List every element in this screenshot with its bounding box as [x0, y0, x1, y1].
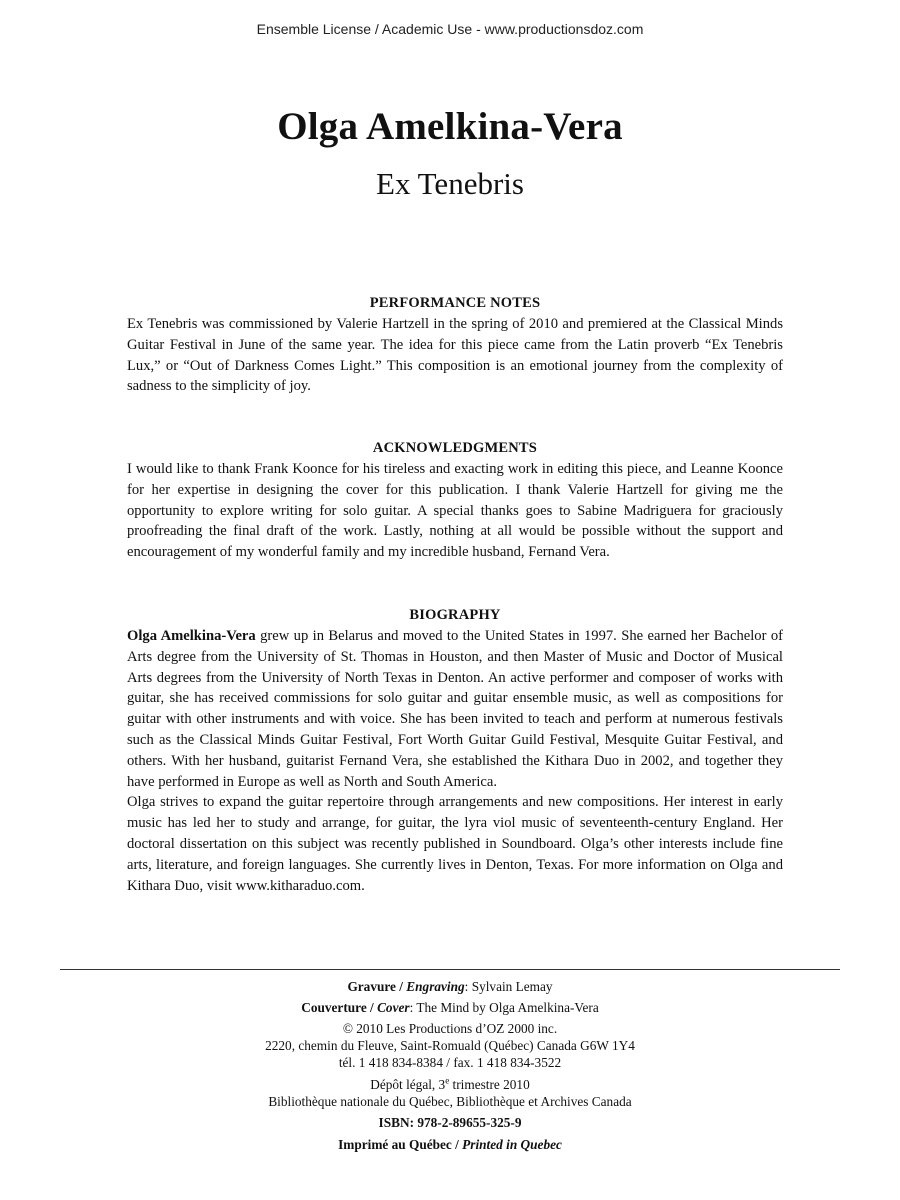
engraving-value: : Sylvain Lemay	[464, 979, 553, 994]
composer-name: Olga Amelkina-Vera	[277, 105, 623, 148]
biography-text-1: grew up in Belarus and moved to the United States in 1997. She earned her Bachelor of Arts degree from the University of St. Thomas in Houston, and then Master of Music and Doctor of Musical Arts degrees from the University of North Texas in Denton. An active performer and composer of works with guitar, she has received commissions for solo guitar and guitar ensemble music, as well as compositions for guitar with other instruments and with voice. She has been invited to teach and perform at numerous festivals such as the Classical Minds Guitar Festival, Fort Worth Guitar Guild Festival, Mesquite Guitar Festival, and others. With her husband, guitarist Fernand Vera, she established the Kithara Duo in 2002, and together they have performed in Europe as well as North and South America.	[127, 628, 784, 790]
depot-after: trimestre 2010	[449, 1077, 530, 1092]
printed-line	[0, 1136, 900, 1153]
legal-deposit-line	[0, 1076, 900, 1093]
printed-fr: Imprimé au Québec /	[338, 1137, 463, 1152]
performance-notes-section	[127, 293, 783, 397]
biography-heading: BIOGRAPHY	[409, 607, 501, 623]
engraving-label-fr: Gravure /	[347, 979, 407, 994]
performance-notes-text: Ex Tenebris was commissioned by Valerie Hartzell in the spring of 2010 and premiered at the Classical Minds Guitar Festival in June of the same year. The idea for this piece came from the Latin proverb “Ex Tenebris Lux,” or “Out of Darkness Comes Light.” This composition is an emotional journey from the complexity of sadness to the simplicity of joy.	[127, 316, 783, 395]
printed-en: Printed in Quebec	[462, 1137, 562, 1152]
library-line: Bibliothèque nationale du Québec, Bibliothèque et Archives Canada	[268, 1094, 632, 1109]
depot-sup: e	[445, 1075, 450, 1086]
acknowledgments-text: I would like to thank Frank Koonce for his tireless and exacting work in editing this piece, and Leanne Koonce for her expertise in designing the cover for this publication. I thank Valerie Hartzell for giving me the opportunity to explore writing for solo guitar. A special thanks goes to Sabine Madriguera for graciously proofreading the final draft of the work. Lastly, nothing at all would be possible without the support and encouragement of my wonderful family and my incredible husband, Fernand Vera.	[127, 461, 783, 561]
address-line: 2220, chemin du Fleuve, Saint-Romuald (Québec) Canada G6W 1Y4	[265, 1038, 635, 1053]
cover-credit	[0, 999, 900, 1016]
work-title: Ex Tenebris	[376, 166, 524, 201]
isbn-line: ISBN: 978-2-89655-325-9	[378, 1115, 522, 1130]
copyright-line: © 2010 Les Productions d’OZ 2000 inc.	[342, 1021, 558, 1036]
performance-notes-heading: PERFORMANCE NOTES	[369, 295, 541, 311]
cover-value: : The Mind by Olga Amelkina-Vera	[409, 1000, 599, 1015]
footer-divider	[60, 969, 840, 970]
engraving-label-en: Engraving	[406, 979, 465, 994]
biography-paragraph-2: Olga strives to expand the guitar repertoire through arrangements and new compositions. Her interest in early music has led her to study and arrange, for guitar, the lyra viol music of seventeenth-century England. Her doctoral dissertation on this subject was recently published in Soundboard. Olga’s other interests include fine arts, literature, and foreign languages. She currently lives in Denton, Texas. For more information on Olga and Kithara Duo, visit www.kitharaduo.com.	[127, 794, 783, 894]
phone-line: tél. 1 418 834-8384 / fax. 1 418 834-3522	[338, 1055, 562, 1070]
engraving-credit	[0, 978, 900, 995]
cover-label-fr: Couverture /	[301, 1000, 378, 1015]
acknowledgments-heading: ACKNOWLEDGMENTS	[372, 440, 538, 456]
depot-before: Dépôt légal, 3	[370, 1077, 446, 1092]
license-header: Ensemble License / Academic Use - www.productionsdoz.com	[256, 21, 644, 37]
biography-section	[127, 605, 783, 896]
acknowledgments-section	[127, 438, 783, 563]
biography-name: Olga Amelkina-Vera	[127, 628, 256, 644]
credits-block	[0, 978, 900, 1153]
cover-label-en: Cover	[377, 1000, 410, 1015]
biography-paragraph-1	[127, 626, 783, 792]
